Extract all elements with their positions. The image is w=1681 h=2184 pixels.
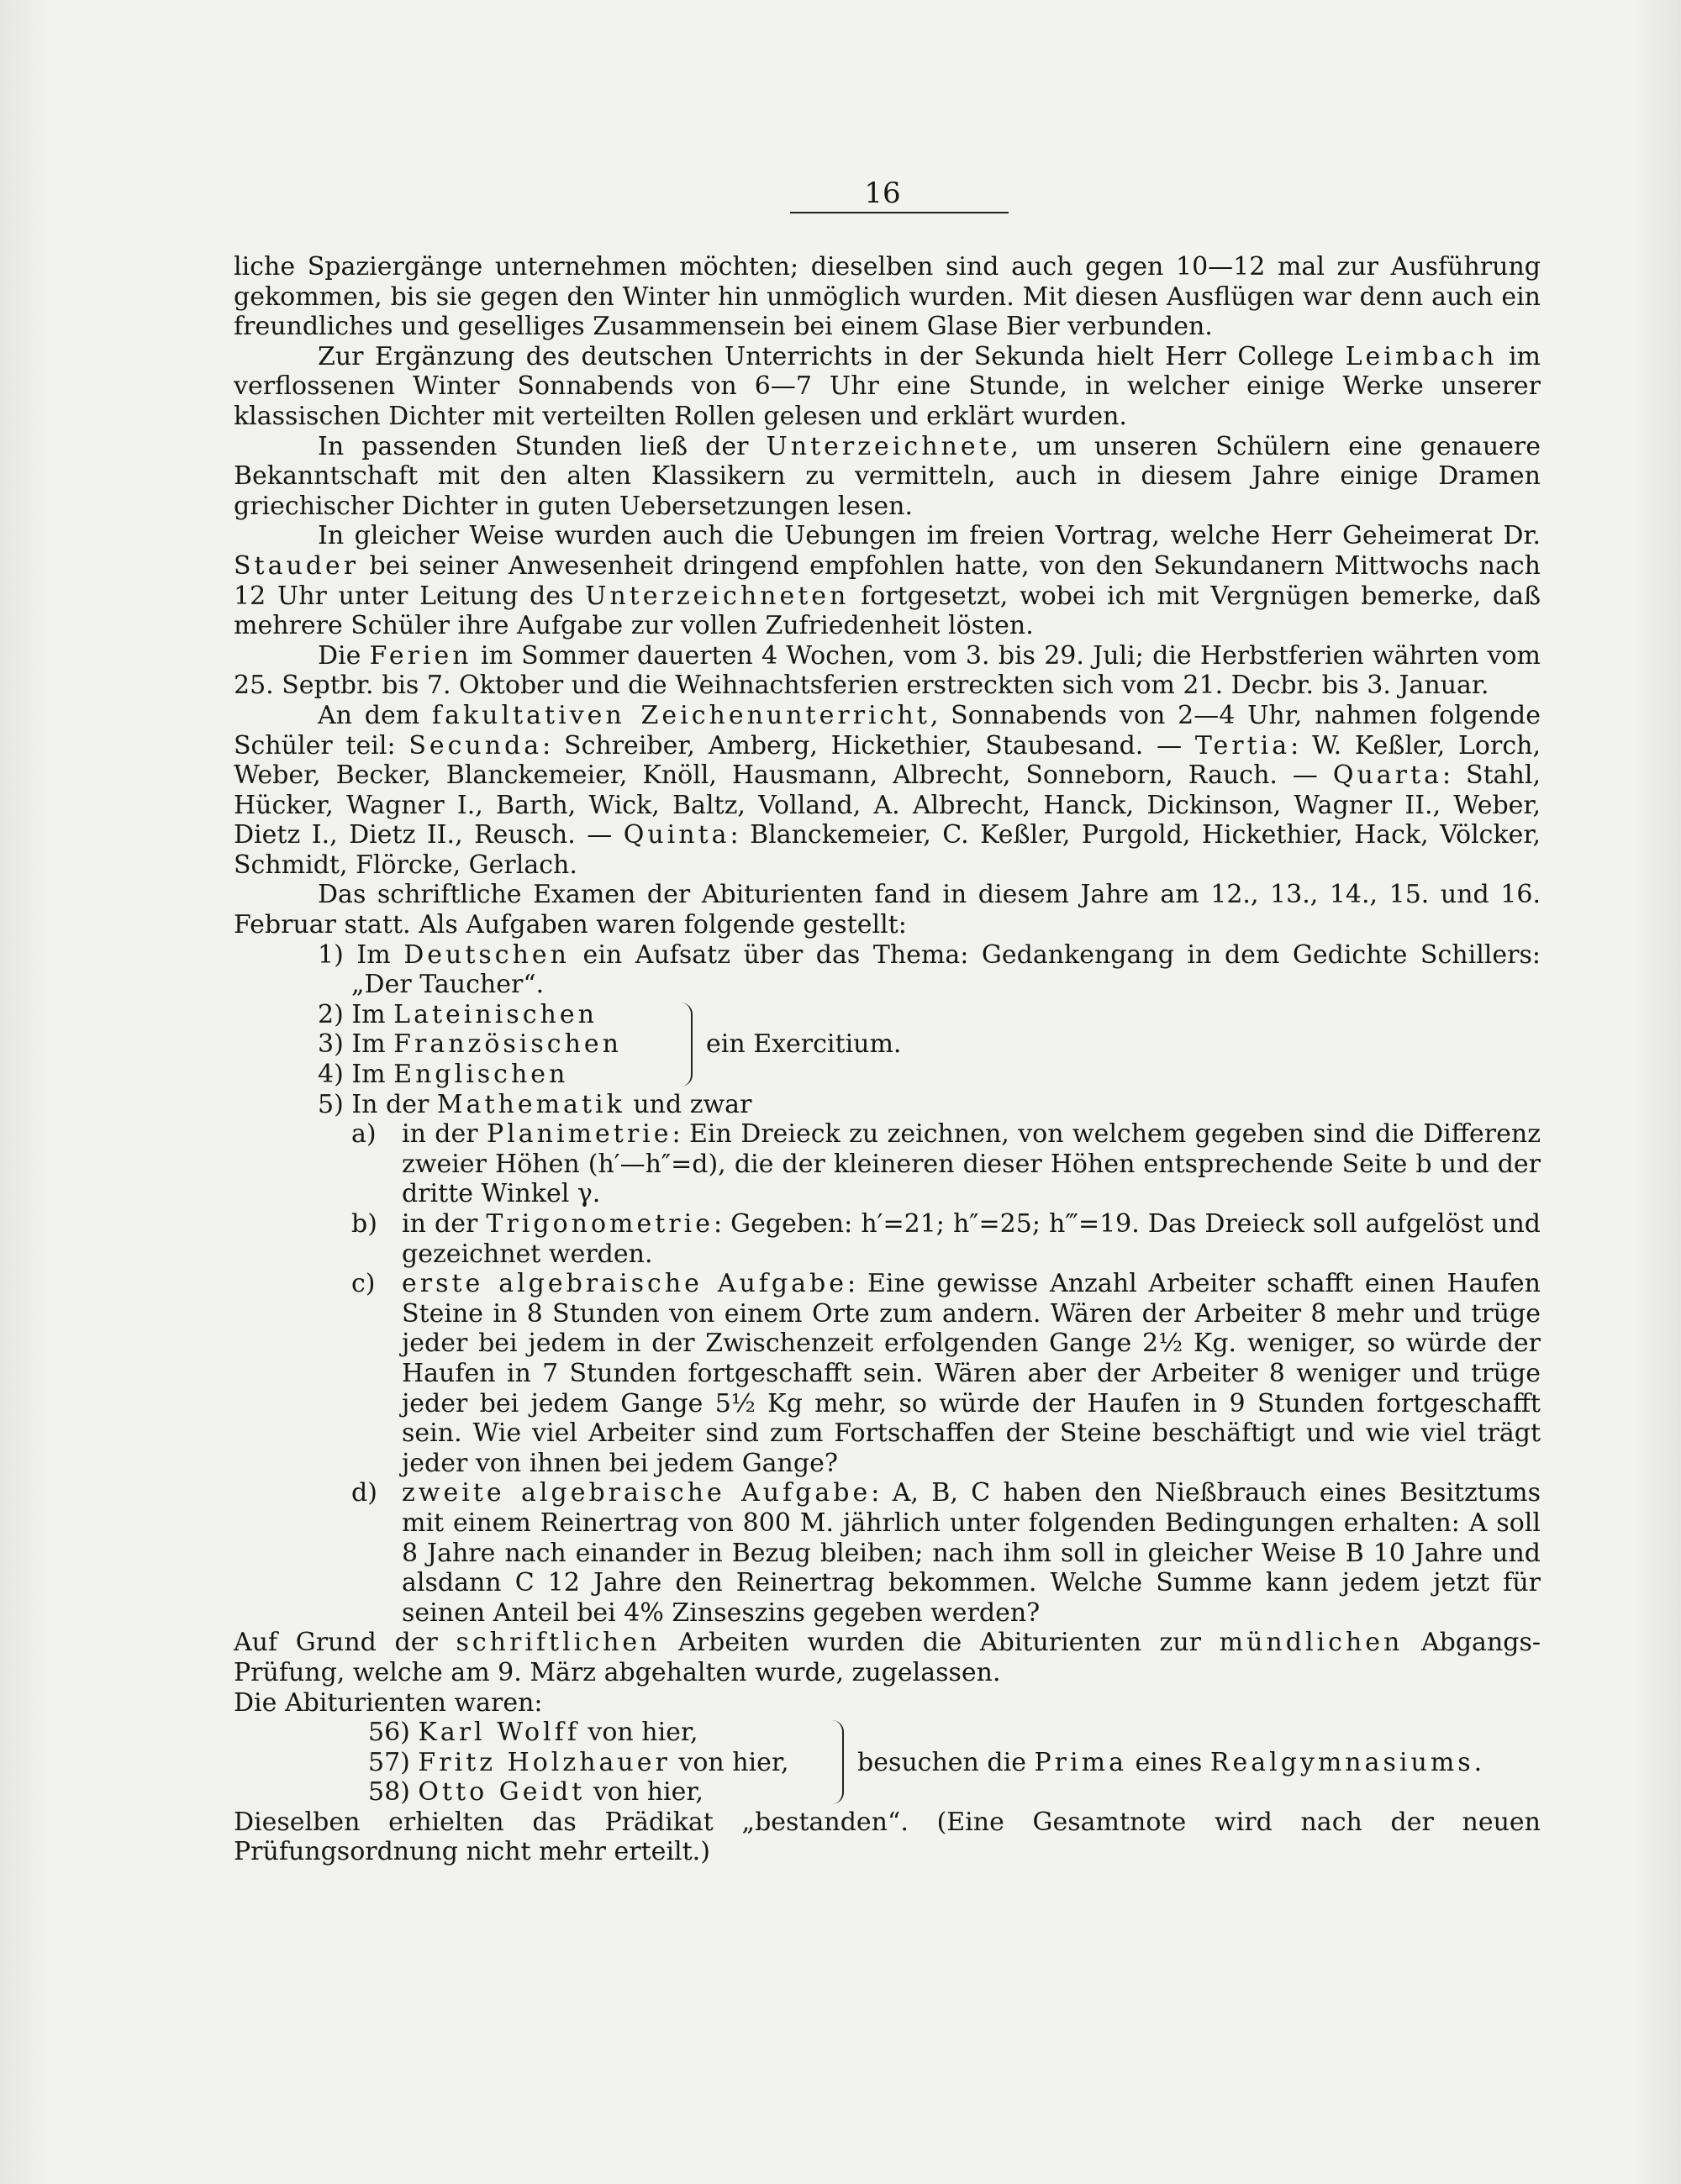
name-stauder: Stauder xyxy=(234,550,360,581)
body-text xyxy=(234,252,1541,1867)
graduate-58: 58) Otto Geidt von hier, xyxy=(368,1777,703,1808)
graduate-56: 56) Karl Wolff von hier, xyxy=(368,1718,698,1748)
paragraph-graduates-heading: Die Abiturienten waren: xyxy=(234,1687,543,1718)
task-mathematics: 5) In der Mathematik und zwar xyxy=(318,1089,752,1119)
paragraph-greek-dramas: In passenden Stunden ließ der Unterzeichnete, um unseren Schülern eine genauere Bekanntschaft mit den alten Klassikern zu vermitteln, auch in diesem Jahre einige Dramen griechischer Dichter in guten Uebersetzungen lesen. xyxy=(234,431,1541,521)
paragraph-written-exam: Das schriftliche Examen der Abiturienten fand in diesem Jahre am 12., 13., 14., 15. und 16. Februar statt. Als Aufgaben waren folgende gestellt: xyxy=(234,880,1541,940)
class-tertia: Tertia xyxy=(1194,730,1291,760)
task-exercitium: ein Exercitium. xyxy=(706,1029,902,1060)
language-tasks-group xyxy=(318,1000,1541,1090)
term-zeichenunterricht: fakultativen Zeichenunterricht xyxy=(432,700,930,730)
graduate-57: 57) Fritz Holzhauer von hier, xyxy=(368,1747,789,1777)
name-unterzeichneten: Unterzeichneten xyxy=(585,581,850,611)
class-quarta: Quarta xyxy=(1332,760,1442,791)
brace-icon xyxy=(830,1720,844,1804)
brace-icon xyxy=(679,1003,693,1087)
graduates-school-note: besuchen die Prima eines Realgymnasiums. xyxy=(857,1747,1483,1777)
paragraph-admission: Auf Grund der schriftlichen Arbeiten wurden die Abiturienten zur mündlichen Abgangs-Prüfung, welche am 9. März abgehalten wurde, zugelassen. xyxy=(234,1628,1541,1687)
task-trigonometry: b) in der Trigonometrie: Gegeben: h′=21; h″=25; h‴=19. Das Dreieck soll aufgelöst und gezeichnet werden. xyxy=(351,1209,1541,1269)
name-unterzeichnete: Unterzeichnete xyxy=(766,431,1011,461)
paragraph-holidays: Die Ferien im Sommer dauerten 4 Wochen, vom 3. bis 29. Juli; die Herbstferien währten vom 25. Septbr. bis 7. Oktober und die Weihnachtsferien erstreckten sich vom 21. Decbr. bis 3. Januar. xyxy=(234,640,1541,701)
task-german: 1) Im Deutschen ein Aufsatz über das Thema: Gedankengang in dem Gedichte Schillers: „Der Taucher“. xyxy=(318,939,1541,1000)
task-algebra-second: d) zweite algebraische Aufgabe: A, B, C haben den Nießbrauch eines Besitztums mit einem Reinertrag von 800 M. jährlich unter folgenden Bedingungen erhalten: A soll 8 Jahre nach einander in Bezug bleiben; nach ihm soll in gleicher Weise B 10 Jahre und alsdann C 12 Jahre den Reinertrag bekommen. Welche Summe kann jedem jetzt für seinen Anteil bei 4% Zinseszins gegeben werden? xyxy=(351,1478,1541,1628)
paragraph-free-speech: In gleicher Weise wurden auch die Uebungen im freien Vortrag, welche Herr Geheimerat Dr. Stauder bei seiner Anwesenheit dringend empfohlen hatte, von den Sekundanern Mittwochs nach 12 Uhr unter Leitung des Unterzeichneten fortgesetzt, wobei ich mit Vergnügen bemerke, daß mehrere Schüler ihre Aufgabe zur vollen Zufriedenheit lösten. xyxy=(234,521,1541,641)
paragraph-result: Dieselben erhielten das Prädikat „bestanden“. (Eine Gesamtnote wird nach der neuen Prüfungsordnung nicht mehr erteilt.) xyxy=(234,1807,1541,1867)
exam-tasks xyxy=(318,940,1541,1000)
task-french: 3) Im Französischen xyxy=(318,1029,622,1060)
task-planimetry: a) in der Planimetrie: Ein Dreieck zu zeichnen, von welchem gegeben sind die Differenz zweier Höhen (h′—h″=d), die der kleineren dieser Höhen entsprechende Seite b und der dritte Winkel γ. xyxy=(351,1119,1541,1209)
paragraph-german-lessons: Zur Ergänzung des deutschen Unterrichts in der Sekunda hielt Herr College Leimbach im verflossenen Winter Sonnabends von 6—7 Uhr eine Stunde, in welcher einige Werke unserer klassischen Dichter mit verteilten Rollen gelesen und erklärt wurden. xyxy=(234,341,1541,431)
class-quinta: Quinta xyxy=(623,820,730,850)
page-number: 16 xyxy=(864,176,901,210)
paragraph-drawing-class: An dem fakultativen Zeichenunterricht, Sonnabends von 2—4 Uhr, nahmen folgende Schüler teil: Secunda: Schreiber, Amberg, Hickethier, Staubesand. — Tertia: W. Keßler, Lorch, Weber, Becker, Blanckemeier, Knöll, Hausmann, Albrecht, Sonneborn, Rauch. — Quarta: Stahl, Hücker, Wagner I., Barth, Wick, Baltz, Volland, A. Albrecht, Hanck, Dickinson, Wagner II., Weber, Dietz I., Dietz II., Reusch. — Quinta: Blanckemeier, C. Keßler, Purgold, Hickethier, Hack, Völcker, Schmidt, Flörcke, Gerlach. xyxy=(234,700,1541,880)
class-secunda: Secunda xyxy=(408,730,543,760)
task-algebra-first: c) erste algebraische Aufgabe: Eine gewisse Anzahl Arbeiter schafft einen Haufen Steine in 8 Stunden von einem Orte zum andern. Wären der Arbeiter 8 mehr und trüge jeder bei jedem in der Zwischenzeit erfolgenden Gange 2½ Kg. weniger, so würde der Haufen in 7 Stunden fortgeschafft sein. Wären aber der Arbeiter 8 weniger und trüge jeder bei jedem Gange 5½ Kg mehr, so würde der Haufen in 9 Stunden fortgeschafft sein. Wie viel Arbeiter sind zum Fortschaffen der Steine beschäftigt und wie viel trägt jeder von ihnen bei jedem Gange? xyxy=(351,1269,1541,1478)
graduates-group xyxy=(368,1718,1541,1808)
name-leimbach: Leimbach xyxy=(1345,341,1498,371)
task-latin: 2) Im Lateinischen xyxy=(318,999,598,1029)
page-number-rule xyxy=(790,212,1009,213)
term-ferien: Ferien xyxy=(369,640,472,671)
task-english: 4) Im Englischen xyxy=(318,1060,569,1090)
paragraph-excursions: liche Spaziergänge unternehmen möchten; dieselben sind auch gegen 10—12 mal zur Ausführung gekommen, bis sie gegen den Winter hin unmöglich wurden. Mit diesen Ausflügen war denn auch ein freundliches und geselliges Zusammensein bei einem Glase Bier verbunden. xyxy=(234,252,1541,342)
